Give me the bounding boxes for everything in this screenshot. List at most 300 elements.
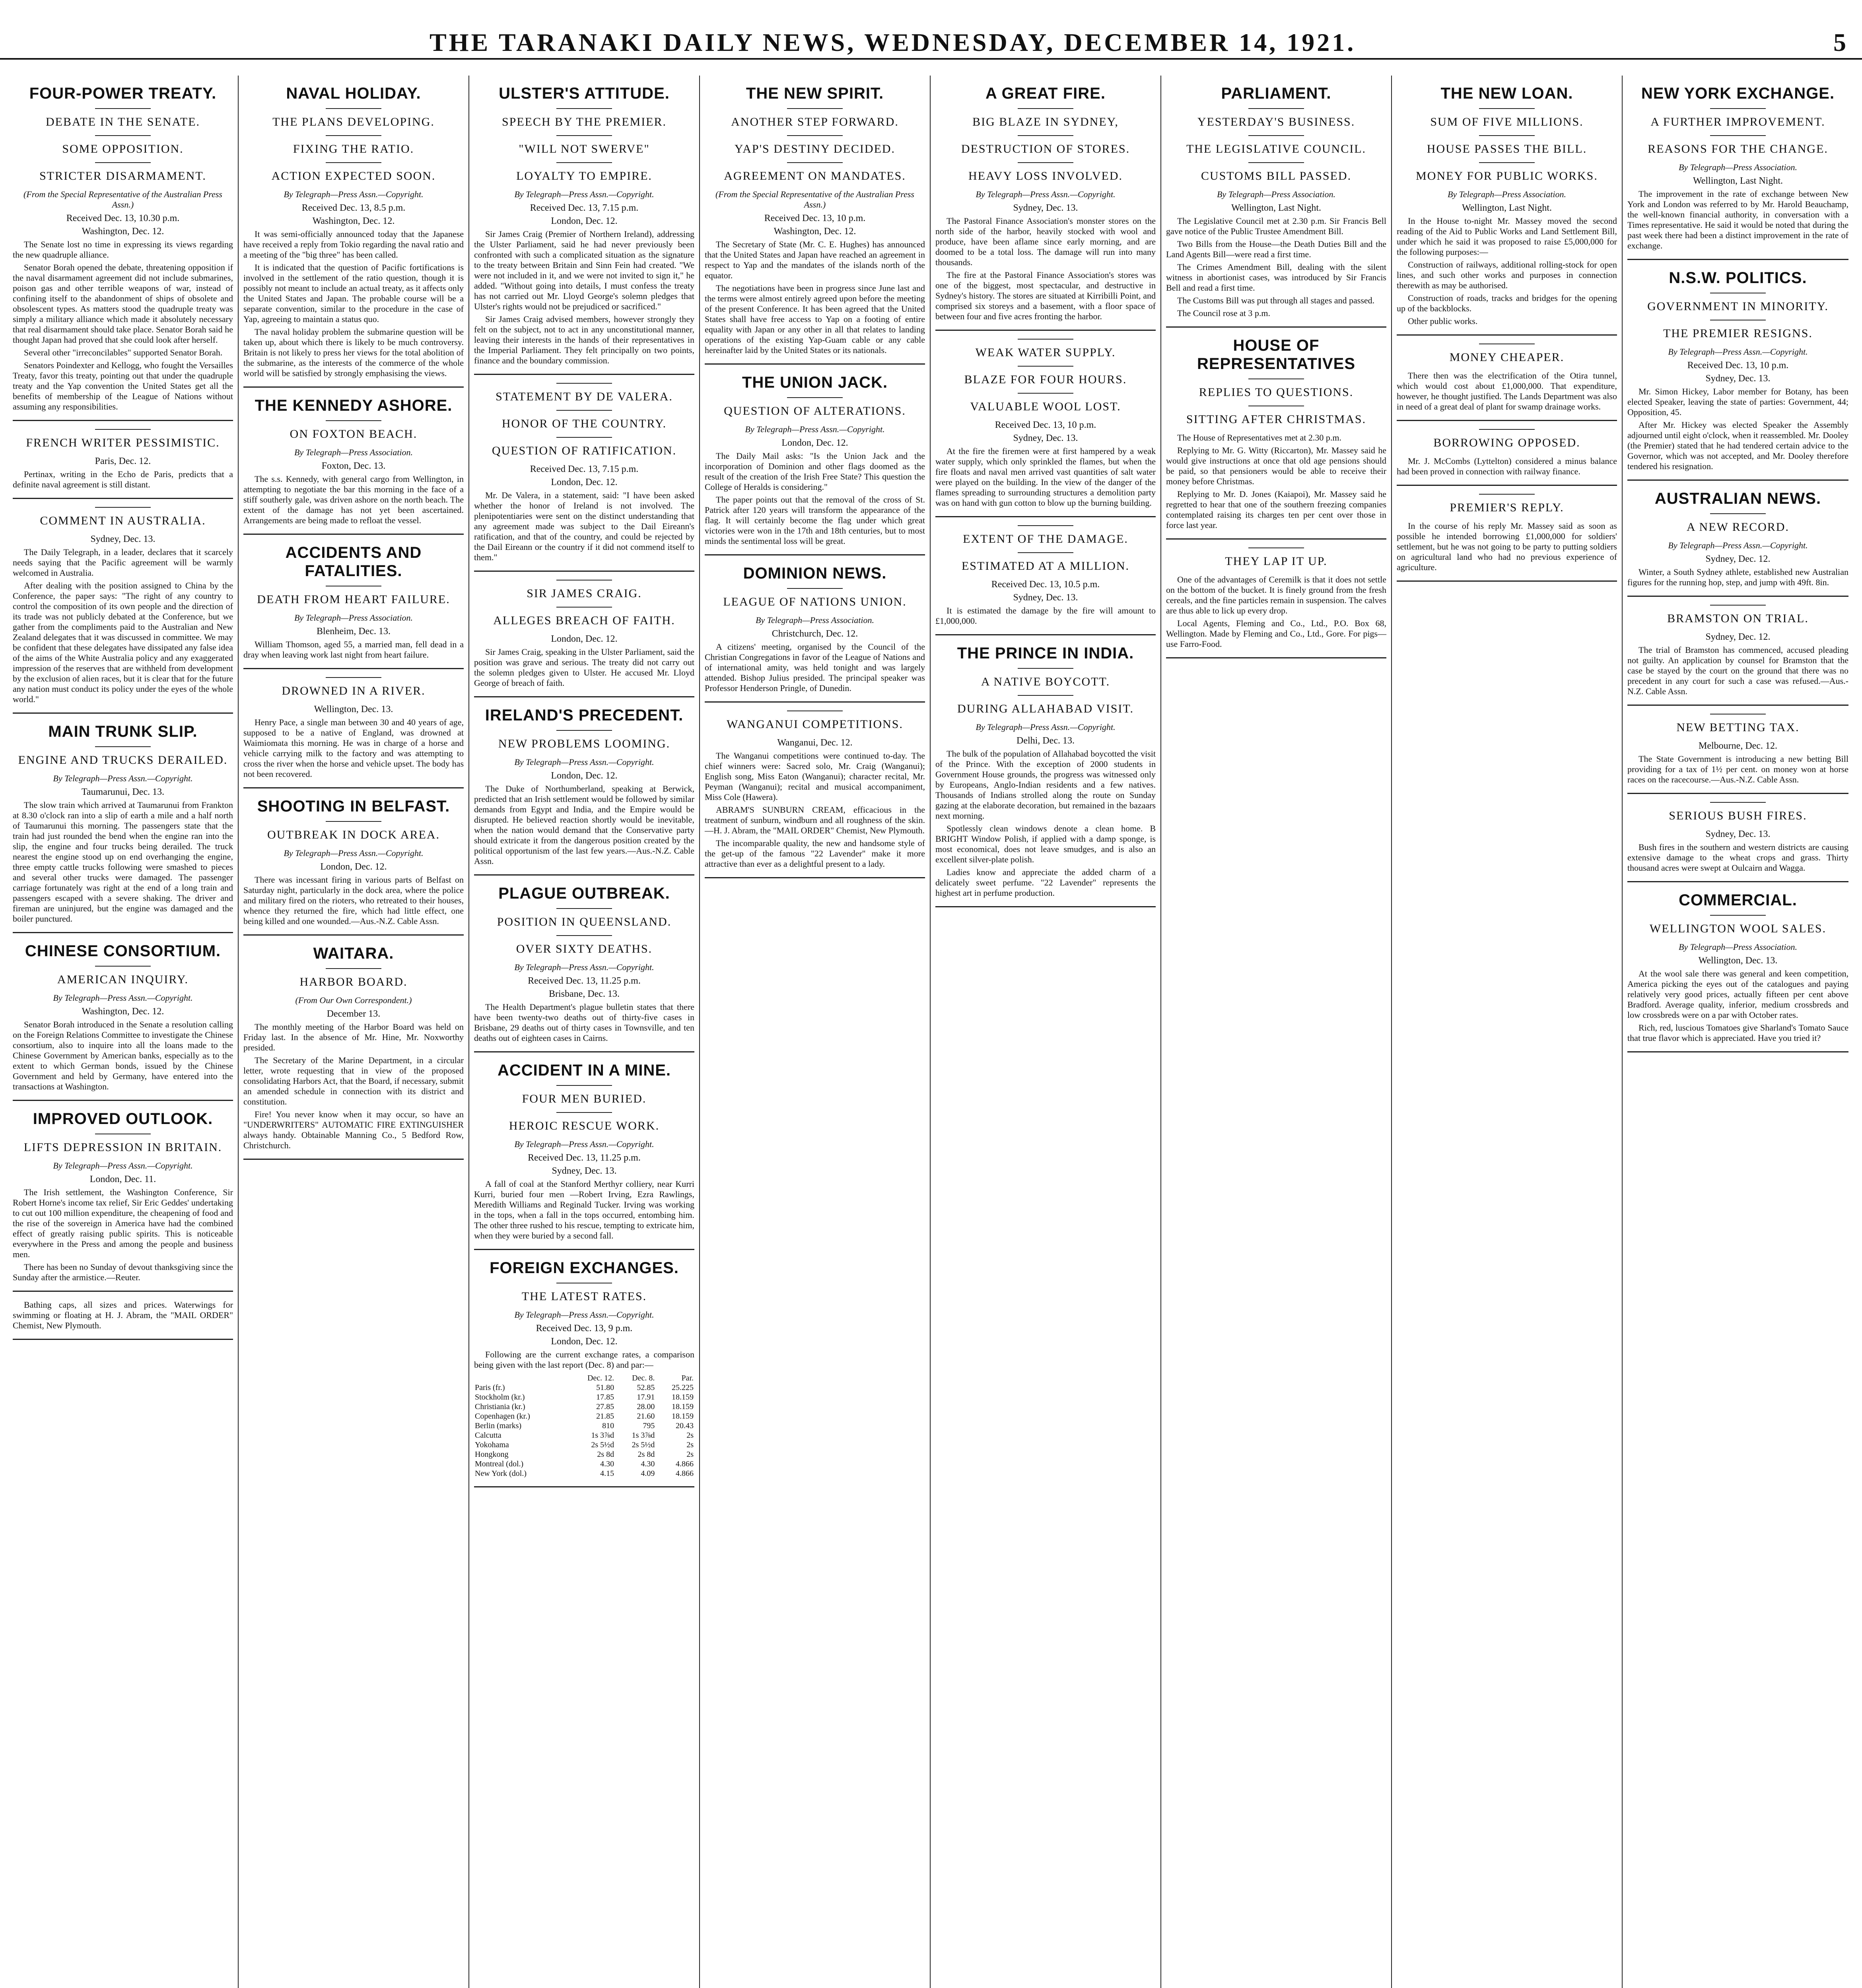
article-headline: A GREAT FIRE.: [985, 85, 1106, 102]
table-cell: 4.30: [600, 1460, 614, 1468]
paragraph: Henry Pace, a single man between 30 and 40 years of age, supposed to be a native of England, was drowned at Waimiomata this morning. He was in charge of a horse and vehicle carrying milk to the factory and was attempting to cross the river when the horse and vehicle upset. The body has not been recovered.: [243, 717, 464, 779]
article-subheading: SIR JAMES CRAIG.: [527, 587, 642, 600]
article-subheading: GOVERNMENT IN MINORITY.: [1647, 300, 1829, 313]
wire-credit: By Telegraph—Press Association.: [1447, 189, 1567, 199]
table-cell: 4.15: [600, 1469, 614, 1478]
wire-credit: By Telegraph—Press Association.: [1678, 162, 1798, 172]
article: [13, 84, 233, 412]
rule-divider: [95, 507, 151, 508]
article-body: [1627, 567, 1848, 588]
article-subheading: DEATH FROM HEART FAILURE.: [257, 593, 450, 606]
table-cell: 2s 5½d: [632, 1441, 655, 1449]
paragraph: It is indicated that the question of Pacific fortifications is involved in the settlement of the ratio question, though it is possibly not meant to include an actual treaty, as it affects only the United States and Japan. The probable course will be a separate convention, similar to the procedure in the case of Yap, agreeing to maintain a status quo.: [243, 262, 464, 324]
dateline: Delhi, Dec. 13.: [1017, 736, 1075, 746]
table-cell: 51.80: [596, 1383, 614, 1392]
paragraph: Local Agents, Fleming and Co., Ltd., P.O. Box 68, Wellington. Made by Fleming and Co., Ltd., Gore. For pigs—use Farro-Food.: [1166, 618, 1386, 649]
dateline: London, Dec. 12.: [551, 216, 618, 226]
article-subheading: HEAVY LOSS INVOLVED.: [968, 169, 1123, 182]
article-subheading: QUESTION OF RATIFICATION.: [492, 444, 677, 457]
dateline: Wellington, Last Night.: [1693, 176, 1783, 186]
wire-credit: By Telegraph—Press Assn.—Copyright.: [53, 773, 193, 783]
column-6: [1161, 76, 1392, 1988]
paragraph: Other public works.: [1408, 316, 1478, 326]
rule-divider: [1248, 162, 1304, 163]
rule-divider: [326, 968, 381, 969]
masthead: [0, 0, 1862, 60]
rule-divider: [95, 746, 151, 747]
dateline: Sydney, Dec. 13.: [1705, 373, 1771, 384]
article-body: [243, 229, 464, 379]
article-subheading: A NEW RECORD.: [1687, 520, 1789, 534]
rule-divider: [1479, 108, 1535, 109]
paragraph: One of the advantages of Ceremilk is that it does not settle on the bottom of the bucket. It is finely ground from the fresh cereals, and the fine particles remain in suspension. The calves are thus able to lick up every drop.: [1166, 575, 1386, 615]
section-separator: [1627, 596, 1848, 597]
paragraph: Construction of railways, additional rolling-stock for open lines, and such other works and purposes in connection therewith as may be authorised.: [1397, 260, 1617, 290]
paragraph: There then was the electrification of the Otira tunnel, which would cost about £1,000,000. That expenditure, however, he thought justified. The Lands Department was also in need of a great deal of plant for swamp drainage works.: [1397, 371, 1617, 412]
wire-credit: By Telegraph—Press Association.: [294, 613, 413, 623]
paragraph: Senators Poindexter and Kellogg, who fought the Versailles Treaty, favor this treaty, pointing out that under the quadruple treaty and the Yap convention the United States get all the benefits of membership of the League of Nations without assuming any responsibilities.: [13, 360, 233, 412]
article-body: [1627, 842, 1848, 873]
column-header: Par.: [681, 1374, 694, 1382]
article-subheading: NEW BETTING TAX.: [1676, 721, 1800, 734]
dateline: London, Dec. 12.: [781, 438, 848, 448]
article-headline: CHINESE CONSORTIUM.: [25, 942, 221, 960]
article-body: [705, 642, 925, 693]
article-subheading: NEW PROBLEMS LOOMING.: [498, 737, 671, 750]
newspaper-title: THE TARANAKI DAILY NEWS, WEDNESDAY, DECEMBER 14, 1921.: [430, 28, 1356, 56]
article: [1397, 84, 1617, 326]
article: [705, 84, 925, 355]
article-body: [1627, 969, 1848, 1043]
article-subheading: DROWNED IN A RIVER.: [282, 684, 426, 697]
article: [13, 942, 233, 1092]
paragraph: In the course of his reply Mr. Massey said as soon as possible he intended borrowing £1,000,000 for soldiers' settlement, but he was not going to be party to putting soldiers on agricultural land who had no previous experience of agriculture.: [1397, 521, 1617, 572]
received-time: Received Dec. 13, 11.25 p.m.: [528, 976, 641, 986]
section-separator: [935, 906, 1156, 907]
column-4: [700, 76, 931, 1988]
paragraph: Several other "irreconcilables" supported Senator Borah.: [24, 348, 223, 357]
article-subheading: THEY LAP IT UP.: [1225, 555, 1328, 568]
wire-credit: By Telegraph—Press Assn.—Copyright.: [284, 189, 424, 199]
article-subheading: POSITION IN QUEENSLAND.: [497, 915, 672, 928]
section-separator: [705, 701, 925, 703]
article: [935, 339, 1156, 508]
page-number: 5: [1833, 28, 1846, 56]
paragraph: The State Government is introducing a new betting Bill providing for a tax of 1½ per cent. on money won at horse races on the racecourse.—Aus.-N.Z. Cable Assn.: [1627, 754, 1848, 784]
table-cell: Christiania (kr.): [475, 1402, 525, 1411]
table-cell: 4.30: [641, 1460, 655, 1468]
article-subheading: SUM OF FIVE MILLIONS.: [1430, 115, 1584, 128]
article-body: [705, 751, 925, 869]
article-subheading: LEAGUE OF NATIONS UNION.: [723, 595, 907, 608]
article: [474, 580, 694, 688]
paragraph: The Irish settlement, the Washington Conference, Sir Robert Horne's income tax relief, Sir Eric Geddes' undertaking to cut out 100 million expenditure, the cheapening of food and the rise of the sovereign in America have had the combined effect of greatly raising public spirits. This is noticeable everywhere in the Press and among the people and business men.: [13, 1187, 233, 1259]
wire-credit: By Telegraph—Press Assn.—Copyright.: [514, 189, 654, 199]
rule-divider: [787, 397, 843, 398]
paragraph: At the wool sale there was general and keen competition, America picking the eyes out of the catalogues and paying relatively very good prices, actually fifteen per cent above Bradford. Average quality, inferior, medium crossbreds and low crossbreds were on a par with October rates.: [1627, 969, 1848, 1020]
paragraph: Sir James Craig (Premier of Northern Ireland), addressing the Ulster Parliament, said he had never previously been confronted with such a complicated situation as the signature to the treaty between Britain and Sinn Fein had created. "We were not included in it, and we were not invited to sign it," he added. "Without going into details, I must confess the treaty has not carried out Mr. Lloyd George's solemn pledges that Ulster's rights would not be prejudiced or sacrificed.": [474, 229, 694, 311]
article-headline: N.S.W. POLITICS.: [1669, 269, 1807, 287]
article-subheading: DURING ALLAHABAD VISIT.: [957, 702, 1134, 715]
paragraph: Replying to Mr. G. Witty (Riccarton), Mr. Massey said he would give instructions at once that old age pensions should be paid, so that pensioners would be able to receive their money before Christmas.: [1166, 445, 1386, 486]
dateline: Sydney, Dec. 12.: [1705, 632, 1771, 642]
table-cell: Stockholm (kr.): [475, 1393, 525, 1402]
article-headline: NAVAL HOLIDAY.: [286, 85, 421, 102]
dateline: London, Dec. 12.: [320, 862, 387, 872]
article: [474, 1259, 694, 1370]
article-subheading: HOUSE PASSES THE BILL.: [1427, 142, 1587, 155]
paragraph: The Customs Bill was put through all stages and passed.: [1177, 295, 1375, 305]
article-headline: WAITARA.: [313, 945, 394, 962]
article-subheading: A NATIVE BOYCOTT.: [981, 675, 1110, 688]
paragraph: ABRAM'S SUNBURN CREAM, efficacious in the treatment of sunburn, windburn and all roughness of the skin.—H. J. Abram, the "MAIL ORDER" Chemist, New Plymouth.: [705, 805, 925, 835]
column-header: Dec. 8.: [632, 1374, 655, 1382]
table-row: [474, 1440, 694, 1450]
wire-credit: (From the Special Representative of the Australian Press Assn.): [23, 189, 222, 210]
rule-divider: [1018, 525, 1073, 526]
paragraph: Sir James Craig advised members, however strongly they felt on the subject, not to act in any unconstitutional manner, leaving their interests in the hands of their representatives in the Imperial Parliament. They felt principally on two points, finance and the boundary commission.: [474, 314, 694, 365]
dateline: Sydney, Dec. 12.: [1705, 554, 1771, 564]
paragraph: The bulk of the population of Allahabad boycotted the visit of the Prince. With the exception of 2000 students in Government House grounds, the progress was witnessed only by Europeans, Anglo-Indian residents and a few natives. Thousands of Indians strolled along the route on Sunday gazing at the elaborate decoration, but remained in the bazaars next morning.: [935, 749, 1156, 821]
article-body: [474, 1002, 694, 1043]
dateline: Melbourne, Dec. 12.: [1699, 741, 1777, 751]
rule-divider: [1710, 513, 1766, 514]
dateline: Sydney, Dec. 13.: [1013, 592, 1078, 603]
paragraph: At the fire the firemen were at first hampered by a weak water supply, which only sprinkled the flames, but when the fire floats and naval men arrived vast quantities of salt water were played on the building. In the view of the danger of the flames spreading to surrounding structures a demolition party was on hand with gun cotton to blow up the burning building.: [935, 446, 1156, 508]
section-separator: [13, 1100, 233, 1101]
paragraph: The fire at the Pastoral Finance Association's stores was one of the biggest, most spectacular, and destructive in Sydney's history. The stores are situated at Kirribilli Point, and comprised six storeys and a basement, with a floor space of between four and five acres fronting the harbor.: [935, 270, 1156, 321]
table-cell: 2s: [686, 1441, 694, 1449]
article-subheading: "WILL NOT SWERVE": [519, 142, 650, 155]
table-cell: 21.85: [596, 1412, 614, 1421]
article-subheading: A FURTHER IMPROVEMENT.: [1650, 115, 1825, 128]
article: [1166, 547, 1386, 649]
section-separator: [1166, 538, 1386, 540]
wire-credit: By Telegraph—Press Assn.—Copyright.: [284, 848, 424, 858]
table-row: [474, 1392, 694, 1402]
table-row: [474, 1431, 694, 1440]
section-separator: [1627, 793, 1848, 794]
paragraph: Replying to Mr. D. Jones (Kaiapoi), Mr. Massey said he regretted to hear that one of the southern freezing companies contemplated raising its charges ten per cent over those in force last year.: [1166, 489, 1386, 530]
article-headline: FOREIGN EXCHANGES.: [490, 1259, 679, 1277]
article-body: [474, 490, 694, 563]
article: [1627, 489, 1848, 588]
article: [1627, 84, 1848, 251]
article-body: [705, 451, 925, 546]
article: [474, 884, 694, 1043]
paragraph: The paper points out that the removal of the cross of St. Patrick after 120 years will transform the appearance of the flag. It will certainly become the flag under which great victories were won in the 17th and 18th centuries, but to most minds the sentimental loss will be great.: [705, 495, 925, 546]
article: [243, 944, 464, 1151]
article-subheading: THE PLANS DEVELOPING.: [272, 115, 435, 128]
paragraph: Winter, a South Sydney athlete, established new Australian figures for the running hop, step, and jump with 49ft. 8in.: [1627, 567, 1848, 587]
article: [474, 383, 694, 563]
table-cell: 2s 8d: [638, 1450, 655, 1459]
column-8: [1623, 76, 1853, 1988]
paragraph: Senator Borah opened the debate, threatening opposition if the naval disarmament agreement did not include submarines, poison gas and other terrible weapons of war, instead of confining itself to the abandonment of ships of obsolete and obsolescent types. As matters stood the quadruple treaty was simply a military alliance which made it absolutely necessary that real disarmament should take place. Senator Borah said he thought Japan had proved that she could look after herself.: [13, 262, 233, 345]
section-separator: [1627, 705, 1848, 706]
article: [243, 677, 464, 779]
paragraph: Bathing caps, all sizes and prices. Waterwings for swimming or floating at H. J. Abram, the "MAIL ORDER" Chemist, New Plymouth.: [13, 1300, 233, 1330]
rule-divider: [1479, 494, 1535, 495]
dateline: Foxton, Dec. 13.: [321, 461, 386, 471]
article-headline: PARLIAMENT.: [1221, 85, 1331, 102]
article: [1166, 336, 1386, 530]
dateline: London, Dec. 12.: [551, 477, 618, 487]
wire-credit: By Telegraph—Press Assn.—Copyright.: [745, 424, 885, 434]
paragraph: The House of Representatives met at 2.30 p.m.: [1177, 433, 1342, 443]
dateline: Sydney, Dec. 13.: [90, 534, 155, 544]
table-cell: Montreal (dol.): [475, 1460, 524, 1468]
section-separator: [705, 363, 925, 365]
received-time: Received Dec. 13, 9 p.m.: [536, 1323, 633, 1334]
paragraph: Spotlessly clean windows denote a clean home. B BRIGHT Window Polish, if applied with a damp sponge, is most economical, does not leave smudges, and is also an excellent silver-plate polish.: [935, 823, 1156, 864]
section-separator: [1397, 334, 1617, 336]
table-cell: 810: [602, 1421, 614, 1430]
paragraph: It was semi-officially announced today that the Japanese have received a reply from Tokio regarding the naval ratio and a meeting of the "big three" has been called.: [243, 229, 464, 260]
article: [935, 84, 1156, 322]
rule-divider: [556, 1085, 612, 1086]
paragraph: William Thomson, aged 55, a married man, fell dead in a dray when leaving work last night from heart failure.: [243, 639, 464, 660]
column-2: [239, 76, 469, 1988]
wire-credit: (From Our Own Correspondent.): [295, 995, 412, 1005]
section-separator: [13, 712, 233, 714]
rule-divider: [1710, 915, 1766, 916]
rule-divider: [1018, 135, 1073, 136]
section-separator: [474, 696, 694, 697]
section-separator: [243, 934, 464, 936]
article-subheading: ENGINE AND TRUCKS DERAILED.: [18, 753, 228, 767]
article-body: [243, 1022, 464, 1151]
article: [1627, 802, 1848, 873]
article-body: [935, 216, 1156, 322]
dateline: Wanganui, Dec. 12.: [777, 738, 853, 748]
article: [13, 1300, 233, 1331]
rule-divider: [1018, 393, 1073, 394]
article-headline: THE NEW SPIRIT.: [746, 85, 884, 102]
section-separator: [243, 386, 464, 388]
table-cell: Berlin (marks): [475, 1421, 522, 1430]
table-row: [474, 1411, 694, 1421]
article-body: [243, 875, 464, 926]
paragraph: Fire! You never know when it may occur, so have an "UNDERWRITERS" AUTOMATIC FIRE EXTINGUISHER always handy. Obtainable Manning Co., 5 Bedford Row, Christchurch.: [243, 1109, 464, 1150]
article-subheading: WEAK WATER SUPPLY.: [975, 346, 1116, 359]
article-body: [1397, 521, 1617, 573]
table-cell: 2s 8d: [597, 1450, 614, 1459]
article-subheading: THE LATEST RATES.: [521, 1290, 647, 1303]
article: [935, 644, 1156, 898]
article: [474, 706, 694, 866]
article: [13, 722, 233, 924]
dateline: December 13.: [327, 1009, 381, 1019]
paragraph: Mr. J. McCombs (Lyttelton) considered a minus balance had been proved in connection with railway finance.: [1397, 456, 1617, 476]
wire-credit: By Telegraph—Press Association.: [294, 447, 413, 457]
dateline: London, Dec. 12.: [551, 1336, 618, 1347]
rule-divider: [1018, 366, 1073, 367]
article-body: [1397, 371, 1617, 412]
section-separator: [243, 668, 464, 669]
rule-divider: [556, 1112, 612, 1113]
article: [474, 1061, 694, 1241]
rule-divider: [556, 410, 612, 411]
dateline: Sydney, Dec. 13.: [1013, 203, 1078, 213]
article-subheading: CUSTOMS BILL PASSED.: [1201, 169, 1352, 182]
rule-divider: [326, 677, 381, 678]
rule-divider: [556, 607, 612, 608]
article-headline: THE UNION JACK.: [742, 374, 888, 391]
paragraph: The trial of Bramston has commenced, accused pleading not guilty. An application by counsel for Bramston that the case be stayed by the court on the ground that there was no precedent in any court for such a case was refused.—Aus.-N.Z. Cable Assn.: [1627, 645, 1848, 696]
dateline: Sydney, Dec. 13.: [1705, 829, 1771, 839]
paragraph: Pertinax, writing in the Echo de Paris, predicts that a definite naval agreement is still distant.: [13, 469, 233, 489]
wire-credit: By Telegraph—Press Association.: [755, 615, 875, 625]
section-separator: [1397, 580, 1617, 582]
rule-divider: [556, 135, 612, 136]
article-body: [13, 1019, 233, 1092]
paragraph: The monthly meeting of the Harbor Board was held on Friday last. In the absence of Mr. Hine, Mr. Noxworthy presided.: [243, 1022, 464, 1052]
rule-divider: [1710, 135, 1766, 136]
exchange-rates-table: [474, 1373, 694, 1478]
rule-divider: [787, 108, 843, 109]
article-headline: IMPROVED OUTLOOK.: [33, 1110, 213, 1128]
article-subheading: EXTENT OF THE DAMAGE.: [963, 532, 1128, 546]
article-body: [474, 1179, 694, 1241]
article: [705, 711, 925, 869]
table-cell: Paris (fr.): [475, 1383, 505, 1392]
dateline: Sydney, Dec. 13.: [552, 1166, 617, 1176]
rule-divider: [787, 588, 843, 589]
section-separator: [935, 330, 1156, 331]
article-subheading: BLAZE FOR FOUR HOURS.: [964, 373, 1127, 386]
article-body: [243, 717, 464, 779]
dateline: London, Dec. 11.: [89, 1174, 156, 1184]
wire-credit: By Telegraph—Press Assn.—Copyright.: [514, 962, 654, 972]
article-subheading: ACTION EXPECTED SOON.: [271, 169, 436, 182]
column-1: [8, 76, 239, 1988]
table-cell: 2s: [686, 1431, 694, 1440]
article: [243, 544, 464, 660]
section-separator: [13, 1339, 233, 1340]
article-subheading: YAP'S DESTINY DECIDED.: [734, 142, 896, 155]
paragraph: The improvement in the rate of exchange between New York and London was referred to by Mr. Harold Beauchamp, the well-known financial authority, in conversation with a Times representative. He said it would be noted that during the past week there had been a distinct improvement in the rate of exchange.: [1627, 189, 1848, 250]
section-separator: [243, 1159, 464, 1160]
received-time: Received Dec. 13, 8.5 p.m.: [301, 203, 406, 213]
received-time: Received Dec. 13, 10 p.m.: [1687, 360, 1789, 371]
section-separator: [1166, 326, 1386, 328]
paragraph: The incomparable quality, the new and handsome style of the get-up of the famous "22 Lavender" make it more attractive than ever as a delightful present to a lady.: [705, 838, 925, 869]
wire-credit: By Telegraph—Press Association.: [1217, 189, 1336, 199]
article-headline: THE KENNEDY ASHORE.: [255, 397, 453, 414]
table-cell: 28.00: [637, 1402, 655, 1411]
section-separator: [474, 874, 694, 876]
rule-divider: [1710, 802, 1766, 803]
rule-divider: [1479, 429, 1535, 430]
article-subheading: BRAMSTON ON TRIAL.: [1667, 612, 1809, 625]
section-separator: [1627, 1051, 1848, 1052]
section-separator: [935, 516, 1156, 517]
wire-credit: By Telegraph—Press Assn.—Copyright.: [53, 993, 193, 1003]
rule-divider: [556, 935, 612, 936]
table-cell: Yokohama: [475, 1441, 509, 1449]
dateline: Washington, Dec. 12.: [82, 1006, 164, 1017]
article-subheading: HARBOR BOARD.: [299, 975, 408, 988]
article: [935, 525, 1156, 626]
article-body: [474, 647, 694, 688]
article-subheading: FOUR MEN BURIED.: [522, 1092, 647, 1105]
paragraph: The Secretary of State (Mr. C. E. Hughes) has announced that the United States and Japan have reached an agreement in respect to Yap and the mandates of the islands north of the equator.: [705, 239, 925, 280]
paragraph: The Legislative Council met at 2.30 p.m. Sir Francis Bell gave notice of the Public Trustee Amendment Bill.: [1166, 216, 1386, 236]
dateline: Blenheim, Dec. 13.: [317, 626, 391, 637]
article-body: [13, 239, 233, 412]
article-body: [935, 749, 1156, 898]
dateline: Washington, Dec. 12.: [82, 226, 164, 237]
rule-divider: [95, 108, 151, 109]
article-subheading: OUTBREAK IN DOCK AREA.: [267, 828, 440, 841]
received-time: Received Dec. 13, 11.25 p.m.: [528, 1153, 641, 1163]
paragraph: There was incessant firing in various parts of Belfast on Saturday night, particularly in the dock area, where the police and military fired on the rioters, who retreated to their houses, whence they returned the fire, which had little effect, one being killed and one wounded.—Aus.-N.Z. Cable Assn.: [243, 875, 464, 926]
section-separator: [1627, 480, 1848, 481]
article-subheading: LIFTS DEPRESSION IN BRITAIN.: [23, 1141, 222, 1154]
paragraph: Sir James Craig, speaking in the Ulster Parliament, said the position was grave and serious. The treaty did not carry out the solemn pledges given to Ulster. He accused Mr. Lloyd George of breach of faith.: [474, 647, 694, 688]
paragraph: Two Bills from the House—the Death Duties Bill and the Land Agents Bill—were read a first time.: [1166, 239, 1386, 259]
dateline: Paris, Dec. 12.: [95, 456, 151, 466]
table-cell: 52.85: [637, 1383, 655, 1392]
article-headline: MAIN TRUNK SLIP.: [48, 723, 198, 740]
rule-divider: [326, 108, 381, 109]
paragraph: Rich, red, luscious Tomatoes give Sharland's Tomato Sauce that true flavor which is appreciated. Have you tried it?: [1627, 1023, 1848, 1043]
dateline: Wellington, Dec. 13.: [1698, 955, 1778, 966]
article-subheading: THE PREMIER RESIGNS.: [1663, 327, 1813, 340]
table-cell: 20.43: [676, 1421, 694, 1430]
paragraph: There has been no Sunday of devout thanksgiving since the Sunday after the armistice.—Reuter.: [13, 1262, 233, 1282]
article: [1627, 269, 1848, 472]
rule-divider: [1710, 605, 1766, 606]
column-5: [931, 76, 1161, 1988]
rule-divider: [1479, 162, 1535, 163]
dateline: London, Dec. 12.: [551, 771, 618, 781]
paragraph: A citizens' meeting, organised by the Council of the Christian Congregations in favor of the League of Nations and of international amity, was held tonight and was largely attended. Bishop Julius presided. The principal speaker was Professor Henderson Pringle, of Dunedin.: [705, 642, 925, 693]
section-separator: [1397, 485, 1617, 486]
article-subheading: COMMENT IN AUSTRALIA.: [40, 514, 206, 527]
table-row: [474, 1421, 694, 1431]
article-body: [1397, 456, 1617, 477]
article: [13, 1110, 233, 1283]
article-subheading: BIG BLAZE IN SYDNEY,: [972, 115, 1119, 128]
rule-divider: [556, 437, 612, 438]
article-subheading: HEROIC RESCUE WORK.: [509, 1119, 660, 1132]
section-separator: [474, 1051, 694, 1052]
wire-credit: By Telegraph—Press Assn.—Copyright.: [53, 1161, 193, 1171]
section-separator: [474, 1249, 694, 1250]
section-separator: [243, 534, 464, 535]
rule-divider: [787, 162, 843, 163]
article-subheading: FRENCH WRITER PESSIMISTIC.: [26, 436, 220, 449]
article: [243, 797, 464, 926]
paragraph: It is estimated the damage by the fire will amount to £1,000,000.: [935, 606, 1156, 626]
received-time: Received Dec. 13, 7.15 p.m.: [530, 464, 639, 474]
paragraph: Senator Borah introduced in the Senate a resolution calling on the Foreign Relations Committee to investigate the Chinese consortium, also to inquire into all the loans made to the Chinese Government by American banks, especially as to the extent to which German bonds, issued by the Chinese Government and held by Germany, have entered into the transactions at Washington.: [13, 1019, 233, 1091]
wire-credit: By Telegraph—Press Assn.—Copyright.: [514, 757, 654, 767]
table-cell: 25.225: [672, 1383, 694, 1392]
rule-divider: [326, 162, 381, 163]
article: [1627, 891, 1848, 1043]
news-columns: [8, 76, 1853, 1988]
article: [1627, 605, 1848, 697]
rule-divider: [1248, 135, 1304, 136]
dateline: Sydney, Dec. 13.: [1013, 433, 1078, 443]
section-separator: [13, 1291, 233, 1292]
section-separator: [474, 374, 694, 375]
article-headline: THE NEW LOAN.: [1440, 85, 1573, 102]
dateline: London, Dec. 12.: [551, 634, 618, 644]
